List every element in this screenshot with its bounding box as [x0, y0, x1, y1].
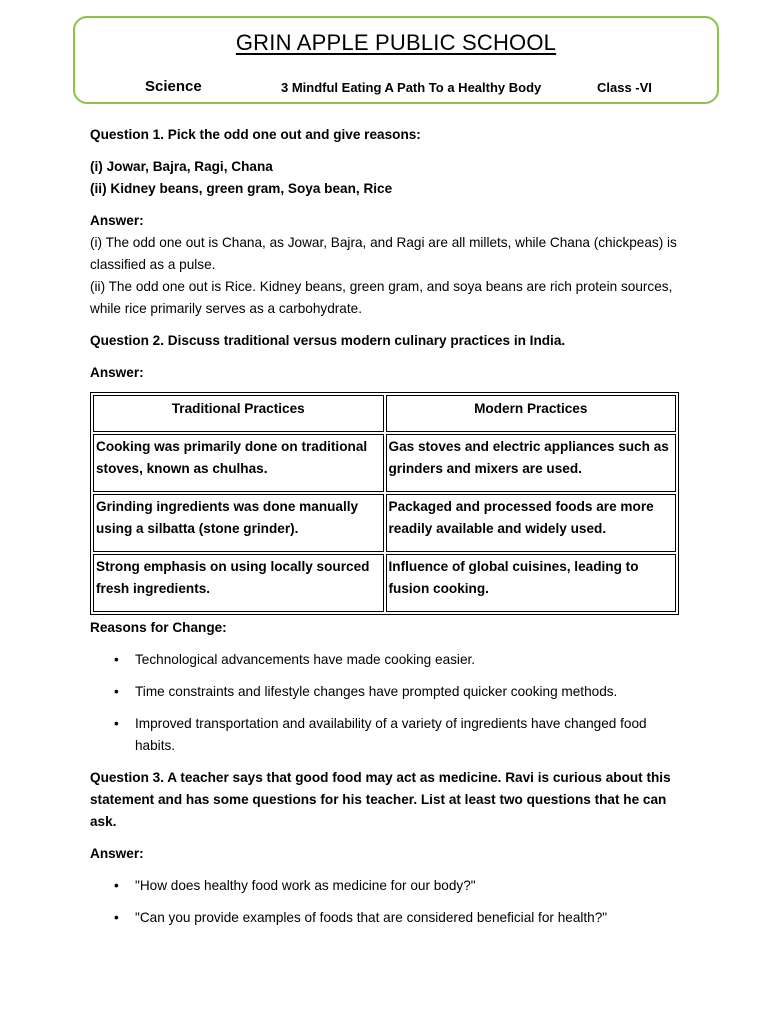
- list-item: [90, 681, 680, 703]
- table-header-row: [93, 395, 676, 432]
- table-cell: Grinding ingredients was done manually using a silbatta (stone grinder).: [93, 494, 384, 552]
- table-row: [93, 494, 676, 552]
- table-cell: Gas stoves and electric appliances such as grinders and mixers are used.: [386, 434, 677, 492]
- question-1: Question 1. Pick the odd one out and give reasons:: [90, 127, 421, 142]
- list-item-text: "Can you provide examples of foods that are considered beneficial for health?": [135, 910, 608, 925]
- list-item: [90, 875, 680, 897]
- table-cell: Strong emphasis on using locally sourced fresh ingredients.: [93, 554, 384, 612]
- subject-label: Science: [145, 78, 202, 95]
- q1-option-2: (ii) Kidney beans, green gram, Soya bean, Rice: [90, 181, 393, 196]
- class-label: Class -VI: [597, 80, 652, 95]
- table-row: [93, 554, 676, 612]
- bullet-icon: •: [114, 716, 119, 731]
- question-2: Question 2. Discuss traditional versus modern culinary practices in India.: [90, 333, 566, 348]
- table-header-traditional: Traditional Practices: [93, 395, 384, 432]
- bullet-icon: •: [114, 910, 119, 925]
- question-3: Question 3. A teacher says that good food may act as medicine. Ravi is curious about this statement and has some questions for his teacher. List at least two questions that he can ask.: [90, 770, 671, 829]
- q2-answer-label: Answer:: [90, 365, 144, 380]
- content: [90, 124, 680, 939]
- reasons-list: [90, 649, 680, 757]
- school-name: [75, 30, 717, 56]
- list-item: [90, 907, 680, 929]
- list-item-text: Technological advancements have made cooking easier.: [135, 652, 476, 667]
- table-cell: Cooking was primarily done on traditional stoves, known as chulhas.: [93, 434, 384, 492]
- table-cell: Influence of global cuisines, leading to fusion cooking.: [386, 554, 677, 612]
- q3-answer-list: [90, 875, 680, 929]
- q1-option-1: (i) Jowar, Bajra, Ragi, Chana: [90, 159, 273, 174]
- q1-answer-1: (i) The odd one out is Chana, as Jowar, Bajra, and Ragi are all millets, while Chana (chickpeas) is classified as a pulse.: [90, 235, 677, 272]
- list-item: [90, 649, 680, 671]
- table-header-modern: Modern Practices: [386, 395, 677, 432]
- list-item-text: Time constraints and lifestyle changes have prompted quicker cooking methods.: [135, 684, 618, 699]
- chapter-title: 3 Mindful Eating A Path To a Healthy Body: [281, 80, 542, 95]
- q1-answer-2: (ii) The odd one out is Rice. Kidney beans, green gram, and soya beans are rich protein sources, while rice primarily serves as a carbohydrate.: [90, 279, 673, 316]
- list-item-text: "How does healthy food work as medicine for our body?": [135, 878, 476, 893]
- reasons-label: Reasons for Change:: [90, 620, 227, 635]
- bullet-icon: •: [114, 684, 119, 699]
- table-cell: Packaged and processed foods are more readily available and widely used.: [386, 494, 677, 552]
- bullet-icon: •: [114, 878, 119, 893]
- bullet-icon: •: [114, 652, 119, 667]
- list-item: [90, 713, 680, 757]
- table-row: [93, 434, 676, 492]
- school-name-text: GRIN APPLE PUBLIC SCHOOL: [235, 30, 557, 55]
- q3-answer-label: Answer:: [90, 846, 144, 861]
- header-box: [73, 16, 719, 104]
- q1-answer-label: Answer:: [90, 213, 144, 228]
- practices-table: [90, 392, 679, 615]
- list-item-text: Improved transportation and availability of a variety of ingredients have changed food habits.: [135, 716, 647, 753]
